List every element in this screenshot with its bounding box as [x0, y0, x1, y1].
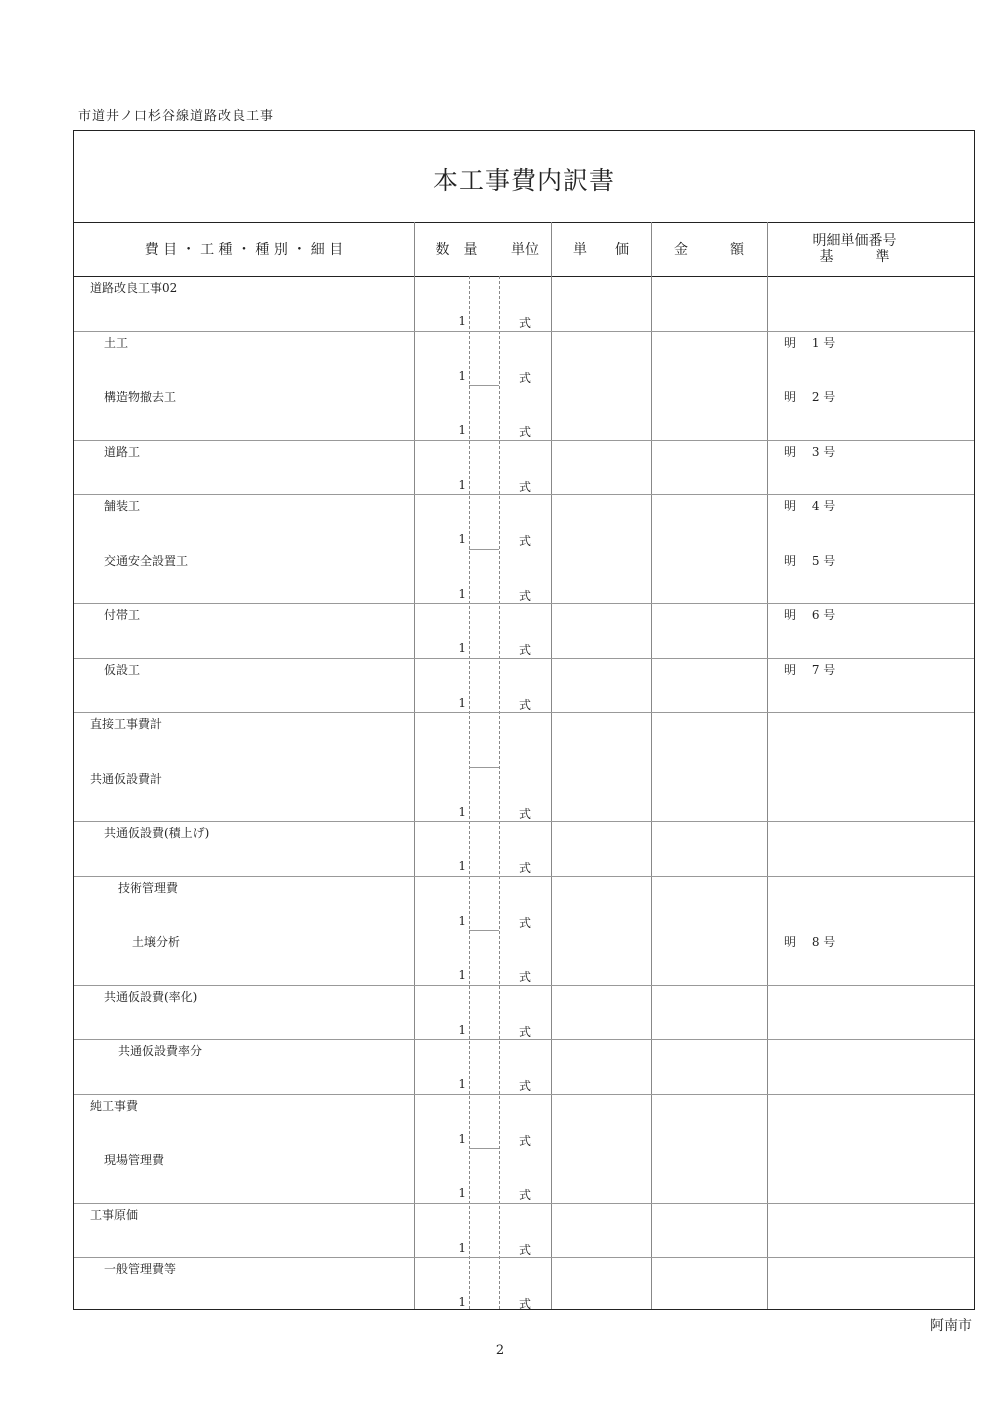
row-separator — [74, 1203, 974, 1204]
item-reference: 明 7 号 — [784, 662, 836, 677]
item-unit: 式 — [518, 370, 531, 385]
row-separator — [469, 385, 499, 386]
item-name: 純工事費 — [90, 1098, 139, 1113]
estimate-sheet — [73, 130, 975, 1310]
header-amount: 金 額 — [674, 242, 744, 258]
title-box — [74, 131, 974, 223]
item-reference: 明 5 号 — [784, 553, 836, 568]
item-name: 仮設工 — [104, 662, 141, 677]
header-unit-price: 単 価 — [573, 242, 629, 258]
item-quantity: 1 — [458, 1186, 466, 1200]
item-quantity: 1 — [458, 968, 466, 982]
row-separator — [74, 876, 974, 877]
item-unit: 式 — [518, 697, 531, 712]
item-unit: 式 — [518, 970, 531, 984]
item-name: 道路工 — [104, 444, 141, 459]
item-unit: 式 — [518, 1024, 531, 1039]
row-separator — [74, 658, 974, 659]
header-ref-line1: 明細単価番号 — [812, 233, 897, 249]
row-separator — [74, 985, 974, 986]
item-quantity: 1 — [458, 423, 466, 437]
item-unit: 式 — [518, 643, 531, 657]
item-reference: 明 6 号 — [784, 608, 836, 622]
row-separator — [74, 712, 974, 713]
header-ref-line2: 基 準 — [819, 249, 890, 265]
row-separator — [74, 821, 974, 822]
column-divider — [551, 222, 552, 1309]
row-separator — [74, 331, 974, 332]
header-quantity: 数 量 — [435, 242, 478, 258]
item-reference: 明 2 号 — [784, 390, 836, 404]
row-separator — [469, 930, 499, 931]
item-unit: 式 — [518, 479, 531, 494]
item-unit: 式 — [518, 316, 531, 330]
row-separator — [74, 1257, 974, 1258]
row-separator — [74, 440, 974, 441]
footer-city: 阿南市 — [930, 1318, 972, 1334]
row-separator — [469, 767, 499, 768]
item-quantity: 1 — [458, 804, 466, 819]
item-reference: 明 1 号 — [784, 335, 836, 350]
header-reference — [767, 222, 942, 276]
item-name: 技術管理費 — [118, 880, 179, 895]
item-unit: 式 — [518, 1133, 531, 1148]
item-name: 共通仮設費率分 — [118, 1044, 203, 1058]
item-name: 直接工事費計 — [90, 717, 163, 731]
table-header — [74, 222, 974, 277]
item-quantity: 1 — [458, 1077, 466, 1091]
item-quantity: 1 — [458, 314, 466, 328]
item-quantity: 1 — [458, 641, 466, 655]
item-name: 道路改良工事02 — [90, 281, 178, 295]
column-divider — [651, 222, 652, 1309]
item-unit: 式 — [518, 588, 531, 603]
column-divider — [414, 222, 415, 1309]
item-unit: 式 — [518, 861, 531, 875]
item-name: 土壌分析 — [132, 935, 181, 949]
item-quantity: 1 — [458, 1131, 466, 1146]
item-unit: 式 — [518, 425, 531, 439]
item-name: 土工 — [104, 335, 129, 350]
item-name: 付帯工 — [104, 608, 141, 622]
page-number: 2 — [495, 1343, 505, 1358]
item-unit: 式 — [518, 915, 531, 930]
item-quantity: 1 — [458, 368, 466, 383]
item-unit: 式 — [518, 806, 531, 821]
item-name: 舗装工 — [104, 499, 141, 513]
document-title: 本工事費内訳書 — [432, 166, 615, 195]
row-separator — [469, 549, 499, 550]
item-name: 交通安全設置工 — [104, 553, 189, 568]
row-separator — [74, 1094, 974, 1095]
item-unit: 式 — [518, 1079, 531, 1093]
row-separator — [74, 1039, 974, 1040]
header-item: 費 目 ・ 工 種 ・ 種 別 ・ 細 目 — [144, 242, 344, 258]
item-quantity: 1 — [458, 859, 466, 873]
item-name: 共通仮設費計 — [90, 771, 163, 786]
column-divider — [767, 222, 768, 1309]
header-unit: 単位 — [511, 242, 539, 258]
item-name: 共通仮設費(積上げ) — [104, 826, 210, 840]
item-name: 構造物撤去工 — [104, 390, 177, 404]
row-separator — [469, 1148, 499, 1149]
item-name: 現場管理費 — [104, 1153, 165, 1167]
item-quantity: 1 — [458, 477, 466, 492]
item-quantity: 1 — [458, 1240, 466, 1255]
item-name: 共通仮設費(率化) — [104, 989, 198, 1004]
project-name: 市道井ノ口杉谷線道路改良工事 — [78, 109, 275, 124]
item-unit: 式 — [518, 1188, 531, 1202]
item-reference: 明 8 号 — [784, 935, 836, 949]
item-quantity: 1 — [458, 532, 466, 546]
row-separator — [74, 603, 974, 604]
item-quantity: 1 — [458, 913, 466, 928]
item-quantity: 1 — [458, 1295, 466, 1309]
column-divider — [469, 276, 470, 1309]
row-separator — [74, 494, 974, 495]
item-name: 工事原価 — [90, 1207, 139, 1222]
item-reference: 明 4 号 — [784, 499, 836, 513]
item-quantity: 1 — [458, 695, 466, 710]
item-name: 一般管理費等 — [104, 1262, 177, 1276]
item-reference: 明 3 号 — [784, 444, 836, 459]
item-quantity: 1 — [458, 1022, 466, 1037]
item-quantity: 1 — [458, 586, 466, 601]
item-unit: 式 — [518, 1242, 531, 1257]
item-unit: 式 — [518, 534, 531, 548]
item-unit: 式 — [518, 1297, 531, 1311]
